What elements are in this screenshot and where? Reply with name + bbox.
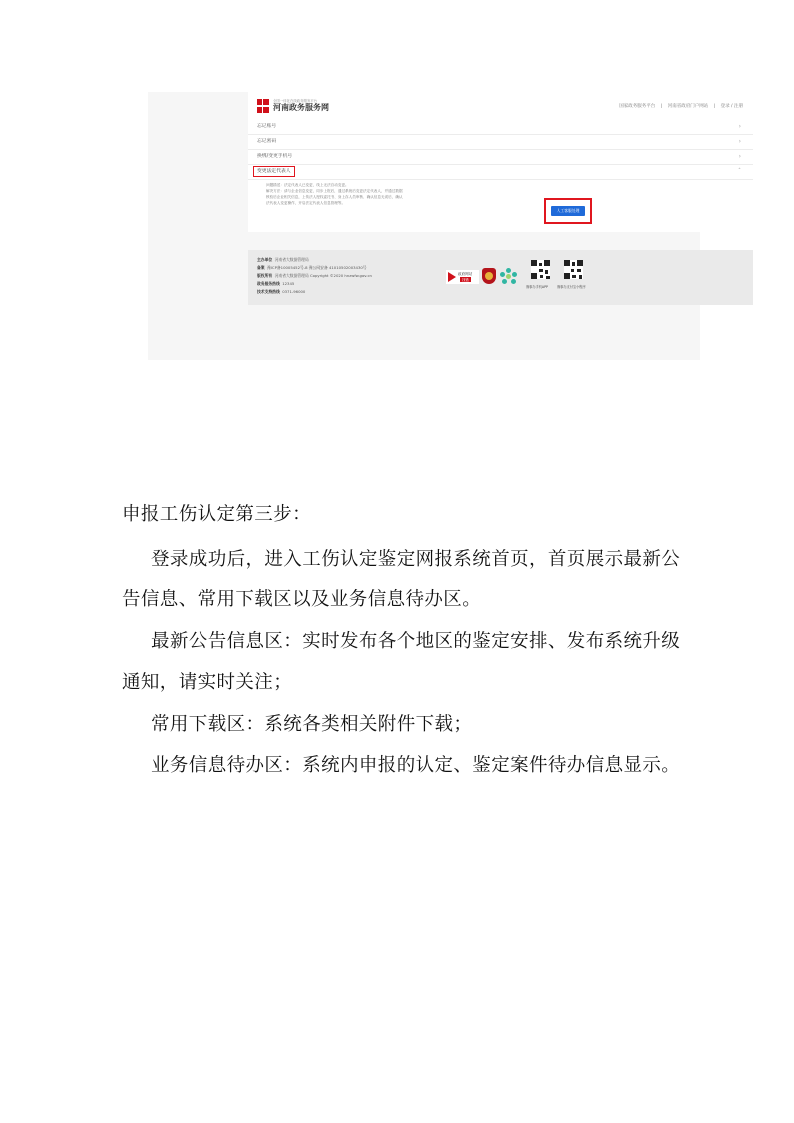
qr-label: 豫事办手机APP [526,285,548,289]
footer-row: 技术支持热线 0371-96000 [257,289,306,294]
qr-label: 豫事办支付宝小程序 [557,285,586,289]
paragraph-line: 最新公告信息区：实时发布各个地区的鉴定安排、发布系统升级 [151,631,681,652]
faq-detail-line: 解决方法：请与企业信息变更，同步上报后，通过系统后变更法定代表人，并通过数据 [266,189,403,193]
header-link-login[interactable]: 登录 / 注册 [720,104,743,109]
faq-item-label: 变更法定代表人 [253,166,295,177]
faq-item-label: 换绑/变更手机号 [257,154,293,159]
paragraph-line: 通知，请实时关注； [122,672,293,693]
play-icon [448,272,456,282]
faq-detail-line: 问题描述：法定代表人已变更，线上无法自动变更。 [266,183,349,187]
manual-service-button[interactable]: 人工客服处理 [551,206,585,216]
chevron-right-icon: › [738,153,741,160]
faq-detail-line: 法代表人变更操作，开启法定代表人信息管理等。 [266,201,346,205]
faq-detail [248,180,753,232]
header-link-provincial[interactable]: 河南省政府门户网站 [667,104,709,109]
footer-row: 主办单位 河南省大数据管理局 [257,257,309,262]
miniprogram-qr-code-icon [564,260,583,279]
cta-highlight [544,198,592,224]
embedded-screenshot [148,92,743,360]
header-link-national[interactable]: 国家政务服务平台 [619,104,656,109]
footer-row: 版权所有 河南省大数据管理局 Copyright ©2020 hnzwfw.gov.cn [257,273,372,278]
faq-item-change-phone[interactable] [248,150,753,165]
faq-item-forgot-password[interactable] [248,135,753,150]
faq-item-change-legal-rep[interactable] [248,165,753,180]
footer-row: 备案 豫ICP备10005452号-8 豫公网安备 41010502003430号 [257,265,367,270]
accessibility-flower-icon[interactable] [500,268,518,286]
section-heading: 申报工伤认定第三步： [122,504,312,525]
paragraph-line: 告信息、常用下载区以及业务信息待办区。 [122,589,482,610]
chevron-up-icon: ˆ [738,168,741,175]
faq-list [248,120,753,232]
app-qr-code-icon [531,260,550,279]
header-links [617,103,745,109]
portal-header [248,92,753,120]
chevron-right-icon: › [738,123,741,130]
faq-item-label: 忘记账号 [257,124,277,129]
faq-detail-line: 核验后企业相关信息，上传法人授权委托书、身上存人员审核、确认信息无误后，确认 [266,195,403,199]
faq-item-label: 忘记密码 [257,139,277,144]
gov-site-error-badge[interactable]: 政府网站 找错 [446,270,479,284]
chevron-right-icon: › [738,138,741,145]
site-name: 河南政务服务网 [273,103,329,112]
paragraph-line: 登录成功后，进入工伤认定鉴定网报系统首页，首页展示最新公 [151,549,681,570]
header-separator: | [713,104,716,109]
site-logo-icon [257,99,269,113]
faq-item-forgot-account[interactable] [248,120,753,135]
party-emblem-icon[interactable] [482,268,496,284]
paragraph-line: 业务信息待办区：系统内申报的认定、鉴定案件待办信息显示。 [151,755,681,776]
site-subtitle: 全国一体化在线政务服务平台 [273,99,318,103]
footer-row: 政务服务热线 12345 [257,281,295,286]
portal-footer [248,250,753,305]
paragraph-line: 常用下载区：系统各类相关附件下载； [151,714,473,735]
header-separator: | [660,104,663,109]
